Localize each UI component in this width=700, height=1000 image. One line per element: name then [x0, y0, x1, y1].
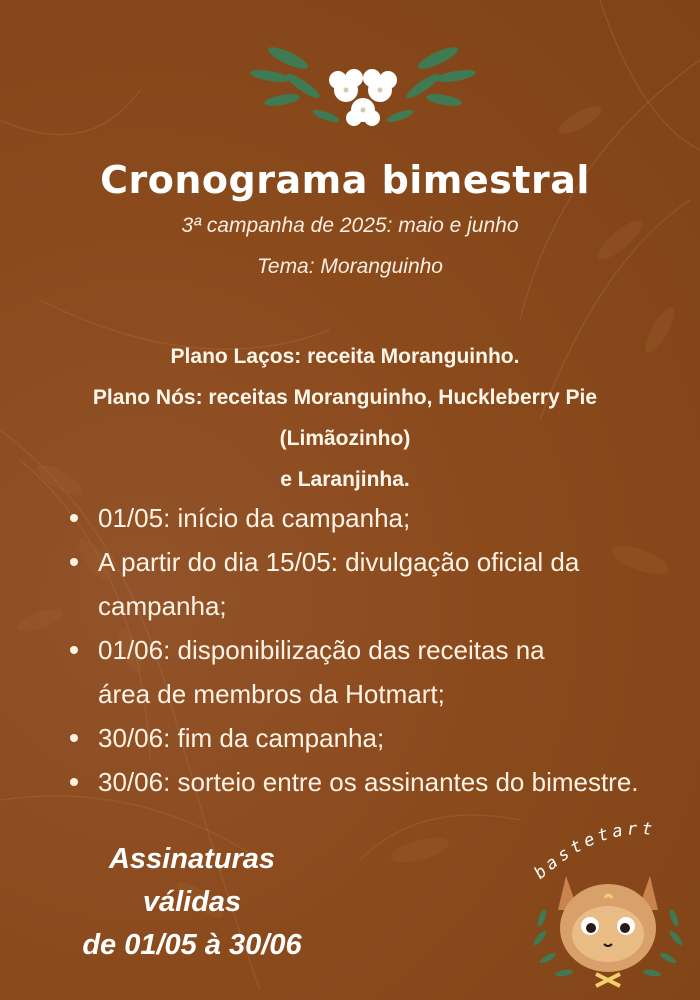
campaign-subtitle: 3ª campanha de 2025: maio e junho: [181, 214, 519, 237]
validity-line1: Assinaturas válidas: [108, 843, 275, 918]
validity-line2: de 01/05 à 30/06: [82, 929, 302, 961]
plan-lacos: Plano Laços: receita Moranguinho.: [170, 345, 520, 368]
plan-nos-line1: Plano Nós: receitas Moranguinho, Huckleberry Pie (Limãozinho): [92, 386, 598, 450]
schedule-item: 01/05: início da campanha;: [70, 496, 680, 540]
plan-nos-line2: e Laranjinha.: [280, 468, 410, 491]
schedule-item: A partir do dia 15/05: divulgação oficial da campanha;: [70, 540, 680, 628]
schedule-item: 30/06: fim da campanha;: [70, 716, 680, 760]
plans-block: [30, 336, 660, 500]
bastetart-logo: [522, 818, 694, 988]
theme-subtitle: Tema: Moranguinho: [256, 255, 443, 278]
page-title: Cronograma bimestral: [100, 158, 590, 202]
schedule-list: [70, 496, 680, 804]
cotton-flower-illustration: [248, 28, 478, 138]
schedule-item: 01/06: disponibilização das receitas na área de membros da Hotmart;: [70, 628, 598, 716]
logo-text: bastetart: [530, 819, 657, 884]
validity-note: [72, 838, 312, 967]
schedule-item: 30/06: sorteio entre os assinantes do bimestre.: [70, 760, 680, 804]
svg-text:bastetart: [530, 819, 657, 884]
